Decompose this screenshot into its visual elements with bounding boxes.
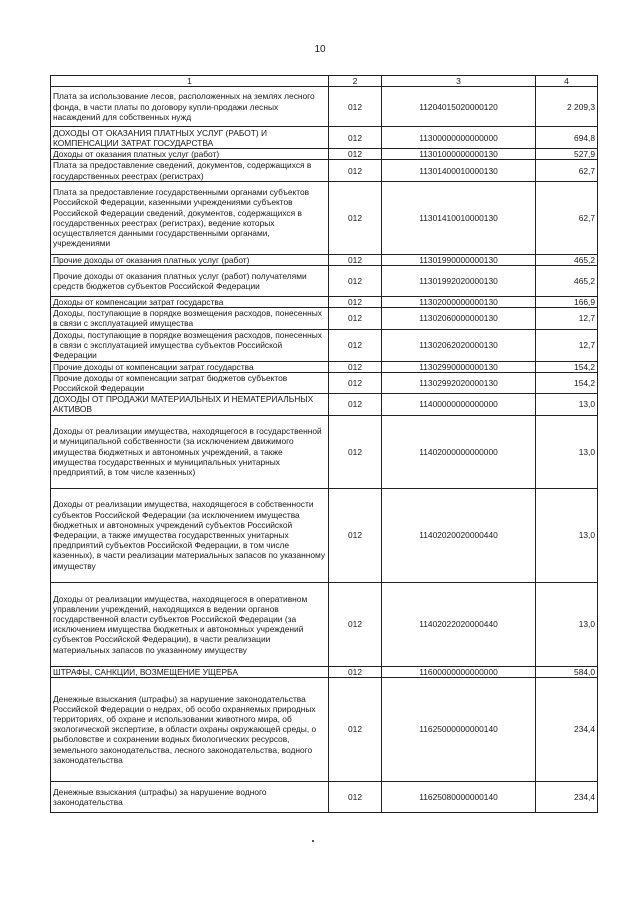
- row-name: Доходы от оказания платных услуг (работ): [51, 149, 329, 160]
- table-row: [51, 361, 598, 372]
- table-row: [51, 582, 598, 666]
- header-col-2: 2: [329, 76, 382, 87]
- row-value: 154,2: [536, 361, 598, 372]
- table-header-row: [51, 76, 598, 87]
- row-code: 012: [329, 415, 382, 488]
- row-value: 527,9: [536, 149, 598, 160]
- row-kbk: 11302990000000130: [382, 361, 536, 372]
- row-kbk: 11402020020000440: [382, 488, 536, 582]
- row-kbk: 11625080000000140: [382, 781, 536, 812]
- table-row: [51, 181, 598, 254]
- row-value: 62,7: [536, 160, 598, 181]
- header-col-4: 4: [536, 76, 598, 87]
- table-row: [51, 254, 598, 265]
- row-value: 2 209,3: [536, 87, 598, 127]
- table-row: [51, 87, 598, 127]
- scan-speck: [312, 840, 314, 842]
- table-row: [51, 297, 598, 308]
- row-name: Доходы от реализации имущества, находящегося в государственной и муниципальной собственности (за исключением движимого имущества бюджетных и автономных учреждений, а также имущества государственных и муниципальных унитарных предприятий, в том числе казенных): [51, 415, 329, 488]
- row-name: Доходы от реализации имущества, находящегося в собственности субъектов Российской Федерации (за исключением имущества бюджетных и автономных учреждений субъектов Российской Федерации, а также имущества государственных унитарных предприятий субъектов Российской Федерации, в том числе казенных), в части реализации материальных запасов по указанному имуществу: [51, 488, 329, 582]
- row-value: 13,0: [536, 488, 598, 582]
- table-row: [51, 677, 598, 781]
- page-number: 10: [314, 44, 326, 55]
- table-row: [51, 329, 598, 361]
- row-kbk: 11625000000000140: [382, 677, 536, 781]
- row-code: 012: [329, 781, 382, 812]
- row-kbk: 11301990000000130: [382, 254, 536, 265]
- table-row: [51, 781, 598, 812]
- row-code: 012: [329, 582, 382, 666]
- row-code: 012: [329, 149, 382, 160]
- table-row: [51, 149, 598, 160]
- row-value: 12,7: [536, 329, 598, 361]
- table-row: [51, 266, 598, 297]
- row-code: 012: [329, 127, 382, 149]
- row-code: 012: [329, 308, 382, 329]
- table-row: [51, 372, 598, 393]
- row-kbk: 11402022020000440: [382, 582, 536, 666]
- row-kbk: 11301410010000130: [382, 181, 536, 254]
- row-kbk: 11400000000000000: [382, 394, 536, 415]
- row-kbk: 11300000000000000: [382, 127, 536, 149]
- row-code: 012: [329, 266, 382, 297]
- row-value: 13,0: [536, 415, 598, 488]
- row-name: Доходы, поступающие в порядке возмещения расходов, понесенных в связи с эксплуатацией имущества: [51, 308, 329, 329]
- row-name: Доходы, поступающие в порядке возмещения расходов, понесенных в связи с эксплуатацией имущества субъектов Российской Федерации: [51, 329, 329, 361]
- row-value: 465,2: [536, 266, 598, 297]
- row-kbk: 11302060000000130: [382, 308, 536, 329]
- row-value: 166,9: [536, 297, 598, 308]
- row-value: 62,7: [536, 181, 598, 254]
- table-row: [51, 127, 598, 149]
- row-code: 012: [329, 361, 382, 372]
- row-kbk: 11302992020000130: [382, 372, 536, 393]
- row-value: 694,8: [536, 127, 598, 149]
- row-name: Плата за предоставление сведений, документов, содержащихся в государственных реестрах (регистрах): [51, 160, 329, 181]
- header-col-1: 1: [51, 76, 329, 87]
- row-code: 012: [329, 488, 382, 582]
- row-value: 13,0: [536, 582, 598, 666]
- row-value: 584,0: [536, 666, 598, 677]
- table-row: [51, 415, 598, 488]
- row-code: 012: [329, 329, 382, 361]
- row-name: Прочие доходы от оказания платных услуг (работ): [51, 254, 329, 265]
- table-row: [51, 666, 598, 677]
- row-value: 465,2: [536, 254, 598, 265]
- row-kbk: 11302062020000130: [382, 329, 536, 361]
- row-name: Плата за предоставление государственными органами субъектов Российской Федерации, казенными учреждениями субъектов Российской Федерации сведений, документов, содержащихся в государственных реестрах (регистрах), ведение которых осуществляется данными государственными органами, учреждениями: [51, 181, 329, 254]
- table-row: [51, 160, 598, 181]
- row-kbk: 11301000000000130: [382, 149, 536, 160]
- table-row: [51, 394, 598, 415]
- row-name: Денежные взыскания (штрафы) за нарушение законодательства Российской Федерации о недрах, об особо охраняемых природных территориях, об охране и использовании животного мира, об экологической экспертизе, в области охраны окружающей среды, о рыболовстве и сохранении водных биологических ресурсов, земельного законодательства, лесного законодательства, водного законодательства: [51, 677, 329, 781]
- table-row: [51, 308, 598, 329]
- header-col-3: 3: [382, 76, 536, 87]
- row-name: Доходы от реализации имущества, находящегося в оперативном управлении учреждений, находящихся в ведении органов государственной власти субъектов Российской Федерации (за исключением имущества бюджетных и автономных учреждений субъектов Российской Федерации), в части реализации материальных запасов по указанному имуществу: [51, 582, 329, 666]
- row-code: 012: [329, 181, 382, 254]
- row-value: 154,2: [536, 372, 598, 393]
- row-code: 012: [329, 160, 382, 181]
- row-name: Денежные взыскания (штрафы) за нарушение водного законодательства: [51, 781, 329, 812]
- row-code: 012: [329, 677, 382, 781]
- table-row: [51, 488, 598, 582]
- row-name: Прочие доходы от оказания платных услуг (работ) получателями средств бюджетов субъектов Российской Федерации: [51, 266, 329, 297]
- revenue-table: [50, 75, 598, 813]
- row-name: Доходы от компенсации затрат государства: [51, 297, 329, 308]
- row-value: 234,4: [536, 781, 598, 812]
- row-code: 012: [329, 666, 382, 677]
- row-code: 012: [329, 372, 382, 393]
- row-kbk: 11302000000000130: [382, 297, 536, 308]
- row-code: 012: [329, 297, 382, 308]
- row-name: Прочие доходы от компенсации затрат государства: [51, 361, 329, 372]
- row-name: ДОХОДЫ ОТ ПРОДАЖИ МАТЕРИАЛЬНЫХ И НЕМАТЕРИАЛЬНЫХ АКТИВОВ: [51, 394, 329, 415]
- row-kbk: 11600000000000000: [382, 666, 536, 677]
- row-value: 12,7: [536, 308, 598, 329]
- row-kbk: 11402000000000000: [382, 415, 536, 488]
- row-code: 012: [329, 87, 382, 127]
- row-code: 012: [329, 254, 382, 265]
- row-value: 13,0: [536, 394, 598, 415]
- row-name: ДОХОДЫ ОТ ОКАЗАНИЯ ПЛАТНЫХ УСЛУГ (РАБОТ) И КОМПЕНСАЦИИ ЗАТРАТ ГОСУДАРСТВА: [51, 127, 329, 149]
- row-name: ШТРАФЫ, САНКЦИИ, ВОЗМЕЩЕНИЕ УЩЕРБА: [51, 666, 329, 677]
- row-code: 012: [329, 394, 382, 415]
- row-kbk: 11204015020000120: [382, 87, 536, 127]
- row-value: 234,4: [536, 677, 598, 781]
- row-name: Плата за использование лесов, расположенных на землях лесного фонда, в части платы по договору купли-продажи лесных насаждений для собственных нужд: [51, 87, 329, 127]
- row-kbk: 11301400010000130: [382, 160, 536, 181]
- row-kbk: 11301992020000130: [382, 266, 536, 297]
- row-name: Прочие доходы от компенсации затрат бюджетов субъектов Российской Федерации: [51, 372, 329, 393]
